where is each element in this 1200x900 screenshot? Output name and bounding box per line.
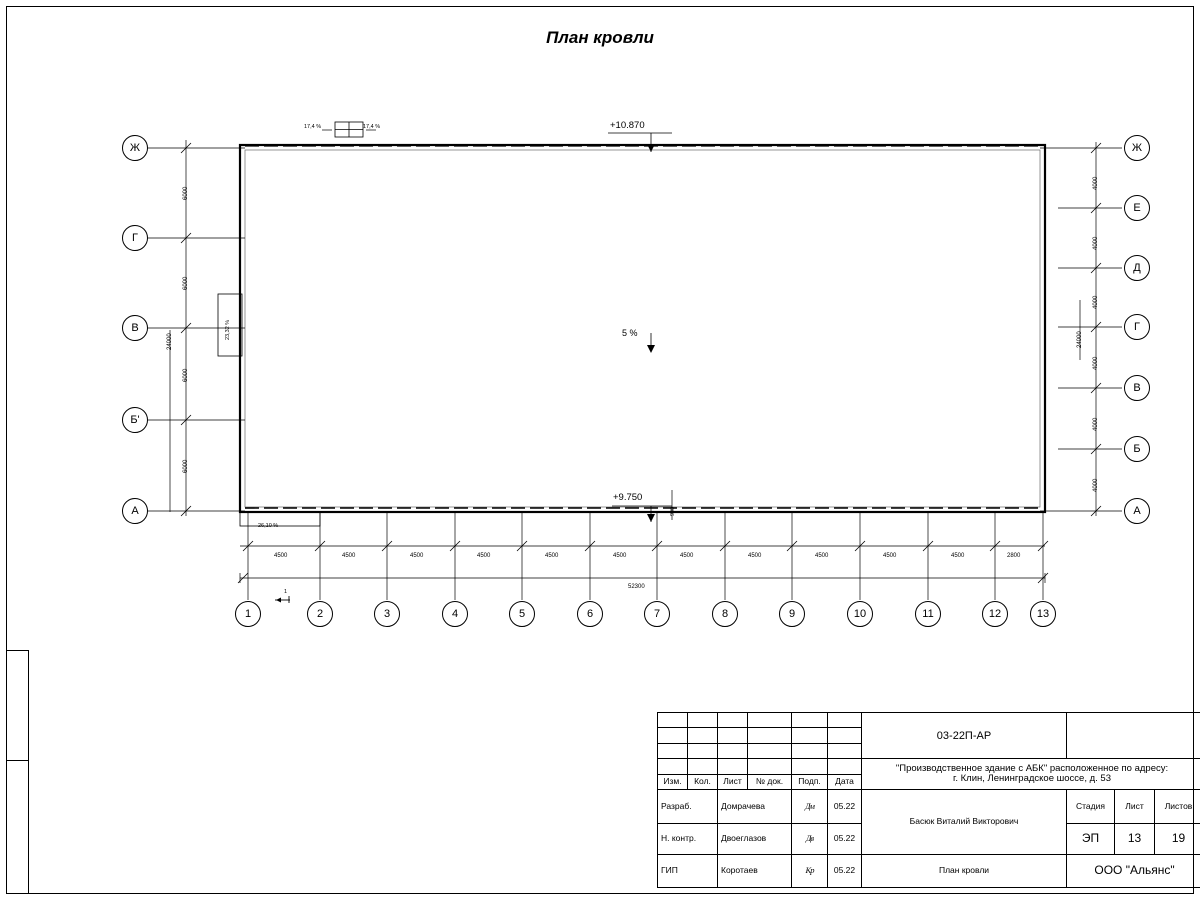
axis-bubble-bottom-5: 5 — [509, 601, 535, 627]
dim-right-4: 4000 — [1093, 356, 1099, 370]
dim-bottom-3: 4500 — [410, 553, 424, 559]
dim-right-3: 4000 — [1093, 295, 1099, 309]
chief-name: Басюк Виталий Викторович — [862, 790, 1067, 854]
axis-bubble-bottom-11: 11 — [915, 601, 941, 627]
role-nkontr: Н. контр. — [658, 823, 718, 854]
name-nkontr: Двоеглазов — [718, 823, 792, 854]
rev-cell — [688, 728, 718, 743]
stage-value: ЭП — [1067, 823, 1115, 854]
rev-cell — [748, 728, 792, 743]
axis-bubble-right-1: Ж — [1124, 135, 1150, 161]
dim-900: 900 — [670, 506, 676, 516]
rev-header-podp: Подп. — [792, 774, 828, 789]
dim-left-total: 24000 — [167, 333, 173, 350]
rev-cell — [658, 743, 688, 758]
axis-bubble-bottom-7: 7 — [644, 601, 670, 627]
rev-header-ndok: № док. — [748, 774, 792, 789]
dim-bottom-6: 4500 — [613, 553, 627, 559]
dim-bottom-10: 4500 — [883, 553, 897, 559]
dim-right-2: 4000 — [1093, 236, 1099, 250]
role-gip: ГИП — [658, 854, 718, 887]
axis-bubble-bottom-3: 3 — [374, 601, 400, 627]
rev-cell — [748, 713, 792, 728]
page-title: План кровли — [546, 28, 654, 47]
object-name-line2: г. Клин, Ленинградское шоссе, д. 53 — [953, 773, 1111, 785]
dim-bottom-9: 4500 — [815, 553, 829, 559]
dim-left-4: 6000 — [183, 459, 189, 473]
rev-cell — [828, 713, 862, 728]
section-mark-label: 1 — [284, 589, 288, 595]
slope-note-3: 23,32 % — [225, 319, 231, 340]
name-gip: Коротаев — [718, 854, 792, 887]
axis-bubble-bottom-13: 13 — [1030, 601, 1056, 627]
signature-nkontr: Дв — [792, 823, 828, 854]
rev-cell — [718, 713, 748, 728]
title-block — [657, 712, 1200, 888]
date-razrab: 05.22 — [828, 790, 862, 823]
axis-bubble-bottom-4: 4 — [442, 601, 468, 627]
rev-cell — [792, 728, 828, 743]
rev-cell — [718, 759, 748, 774]
dim-bottom-1: 4500 — [274, 553, 288, 559]
axis-bubble-right-4: Г — [1124, 314, 1150, 340]
dim-right-5: 4000 — [1093, 417, 1099, 431]
axis-bubble-right-5: В — [1124, 375, 1150, 401]
dim-bottom-total: 52300 — [628, 584, 645, 590]
axis-bubble-bottom-9: 9 — [779, 601, 805, 627]
stage-header: Стадия — [1067, 790, 1115, 823]
rev-cell — [688, 743, 718, 758]
axis-bubble-bottom-2: 2 — [307, 601, 333, 627]
project-code: 03-22П-АР — [862, 713, 1067, 759]
axis-bubble-bottom-6: 6 — [577, 601, 603, 627]
dim-bottom-4: 4500 — [477, 553, 491, 559]
rev-cell — [718, 728, 748, 743]
slope-main-label: 5 % — [622, 328, 638, 338]
dim-bottom-2: 4500 — [342, 553, 356, 559]
rev-header-izm: Изм. — [658, 774, 688, 789]
elevation-top: +10.870 — [610, 120, 645, 131]
rev-cell — [748, 743, 792, 758]
rev-cell — [828, 759, 862, 774]
role-razrab: Разраб. — [658, 790, 718, 823]
rev-header-data: Дата — [828, 774, 862, 789]
object-name — [862, 759, 1200, 790]
axis-bubble-bottom-10: 10 — [847, 601, 873, 627]
rev-cell — [748, 759, 792, 774]
object-name-line1: "Производственное здание с АБК" расположенное по адресу: — [895, 762, 1169, 774]
axis-bubble-right-3: Д — [1124, 255, 1150, 281]
dim-bottom-12: 2800 — [1007, 553, 1021, 559]
axis-bubble-right-6: Б — [1124, 436, 1150, 462]
slope-note-4: 26,10 % — [258, 523, 279, 529]
axis-bubble-bottom-8: 8 — [712, 601, 738, 627]
rev-header-list: Лист — [718, 774, 748, 789]
axis-bubble-left-2: Г — [122, 225, 148, 251]
axis-bubble-bottom-12: 12 — [982, 601, 1008, 627]
dim-right-6: 4000 — [1093, 478, 1099, 492]
rev-cell — [688, 713, 718, 728]
sheets-header: Листов — [1155, 790, 1200, 823]
signature-gip: Кр — [792, 854, 828, 887]
elevation-bottom: +9.750 — [613, 492, 643, 503]
rev-cell — [828, 743, 862, 758]
sheet-header: Лист — [1115, 790, 1155, 823]
slope-note-1: 17,4 % — [304, 124, 322, 130]
rev-cell — [718, 743, 748, 758]
dim-bottom-11: 4500 — [951, 553, 965, 559]
dim-right-total: 24000 — [1077, 331, 1083, 348]
stamp-blank-top — [1067, 713, 1200, 759]
sheets-value: 19 — [1155, 823, 1200, 854]
dim-bottom-8: 4500 — [748, 553, 762, 559]
rev-cell — [658, 713, 688, 728]
rev-cell — [658, 728, 688, 743]
axis-bubble-left-3: В — [122, 315, 148, 341]
rev-cell — [658, 759, 688, 774]
signature-razrab: Дм — [792, 790, 828, 823]
date-gip: 05.22 — [828, 854, 862, 887]
rev-cell — [688, 759, 718, 774]
axis-bubble-right-2: Е — [1124, 195, 1150, 221]
dim-left-3: 6000 — [183, 368, 189, 382]
rev-cell — [792, 759, 828, 774]
rev-cell — [828, 728, 862, 743]
rev-cell — [792, 743, 828, 758]
rev-cell — [792, 713, 828, 728]
dim-bottom-7: 4500 — [680, 553, 694, 559]
organization-name: ООО "Альянс" — [1067, 854, 1200, 887]
axis-bubble-right-7: А — [1124, 498, 1150, 524]
axis-bubble-left-4: Б' — [122, 407, 148, 433]
sheet-title: План кровли — [862, 854, 1067, 887]
dim-left-1: 6000 — [183, 186, 189, 200]
axis-bubble-bottom-1: 1 — [235, 601, 261, 627]
axis-bubble-left-5: А — [122, 498, 148, 524]
date-nkontr: 05.22 — [828, 823, 862, 854]
dim-left-2: 6000 — [183, 276, 189, 290]
name-razrab: Домрачева — [718, 790, 792, 823]
rev-header-kol: Кол. — [688, 774, 718, 789]
slope-note-2: 17,4 % — [363, 124, 381, 130]
dim-bottom-5: 4500 — [545, 553, 559, 559]
sheet-value: 13 — [1115, 823, 1155, 854]
dim-right-1: 4000 — [1093, 176, 1099, 190]
axis-bubble-left-1: Ж — [122, 135, 148, 161]
